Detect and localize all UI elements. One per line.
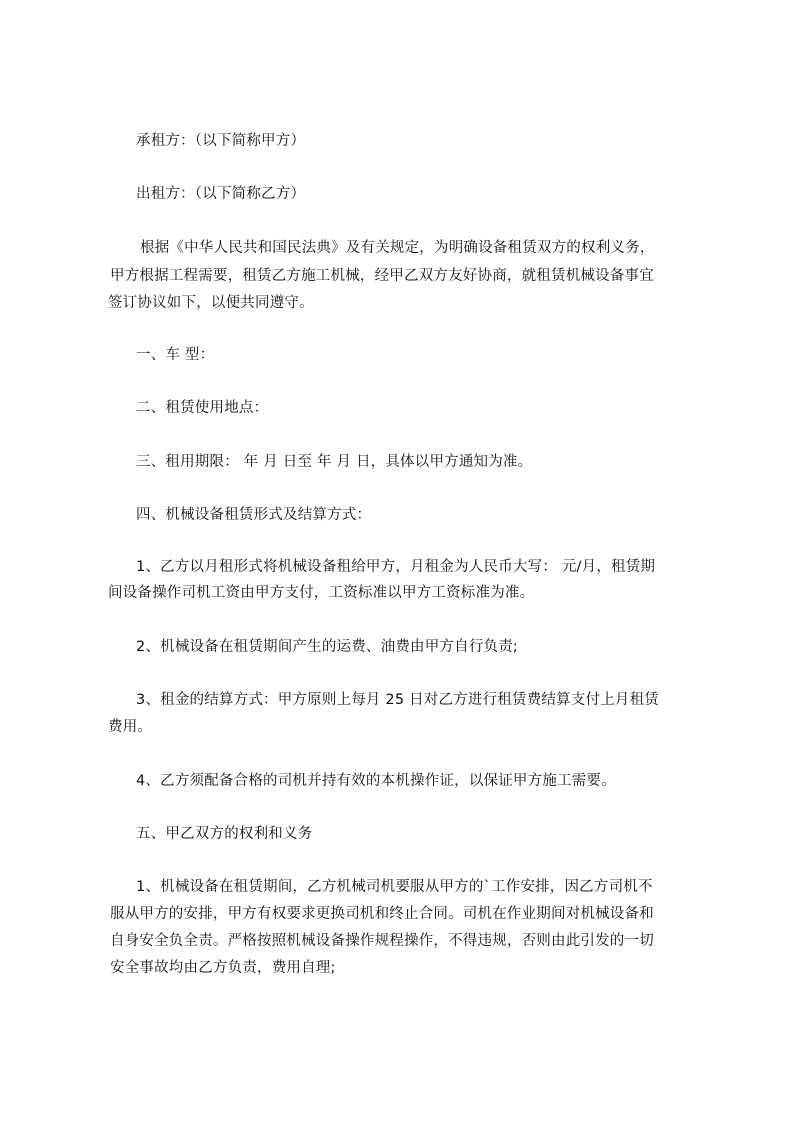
section-5-item-1-line-4: 安全事故均由乙方负责，费用自理;	[110, 960, 336, 976]
section-5-item-1-line-3: 自身安全负全责。严格按照机械设备操作规程操作，不得违规，否则由此引发的一切	[110, 933, 654, 949]
preamble-line-1: 根据《中华人民共和国民法典》及有关规定，为明确设备租赁双方的权利义务，	[140, 240, 655, 256]
section-5-item-1-line-1: 1、机械设备在租赁期间，乙方机械司机要服从甲方的`工作安排，因乙方司机不	[136, 879, 653, 895]
section-5-item-1-line-2: 服从甲方的安排，甲方有权要求更换司机和终止合同。司机在作业期间对机械设备和	[110, 906, 654, 922]
lessor-line: 出租方：（以下简称乙方）	[136, 186, 306, 202]
section-5-title: 五、甲乙双方的权利和义务	[136, 826, 313, 842]
section-2-location: 二、租赁使用地点：	[136, 400, 269, 416]
section-4-item-4: 4、乙方须配备合格的司机并持有效的本机操作证，以保证甲方施工需要。	[136, 773, 616, 789]
section-4-title: 四、机械设备租赁形式及结算方式：	[136, 507, 372, 523]
preamble-line-3: 签订协议如下，以便共同遵守。	[108, 295, 314, 311]
section-4-item-2: 2、机械设备在租赁期间产生的运费、油费由甲方自行负责;	[136, 639, 519, 655]
section-4-item-3-line-2: 费用。	[108, 719, 153, 735]
preamble-line-2: 甲方根据工程需要，租赁乙方施工机械，经甲乙双方友好协商，就租赁机械设备事宜	[110, 268, 654, 284]
section-4-item-1-line-2: 间设备操作司机工资由甲方支付，工资标准以甲方工资标准为准。	[108, 585, 535, 601]
section-4-item-1-line-1: 1、乙方以月租形式将机械设备租给甲方，月租金为人民币大写： 元/月，租赁期	[136, 559, 656, 575]
section-3-term: 三、租用期限： 年 月 日至 年 月 日，具体以甲方通知为准。	[136, 454, 533, 470]
section-1-vehicle-type: 一、车 型：	[136, 347, 215, 363]
lessee-line: 承租方：（以下简称甲方）	[136, 133, 306, 149]
section-4-item-3-line-1: 3、租金的结算方式：甲方原则上每月 25 日对乙方进行租赁费结算支付上月租赁	[136, 692, 659, 708]
